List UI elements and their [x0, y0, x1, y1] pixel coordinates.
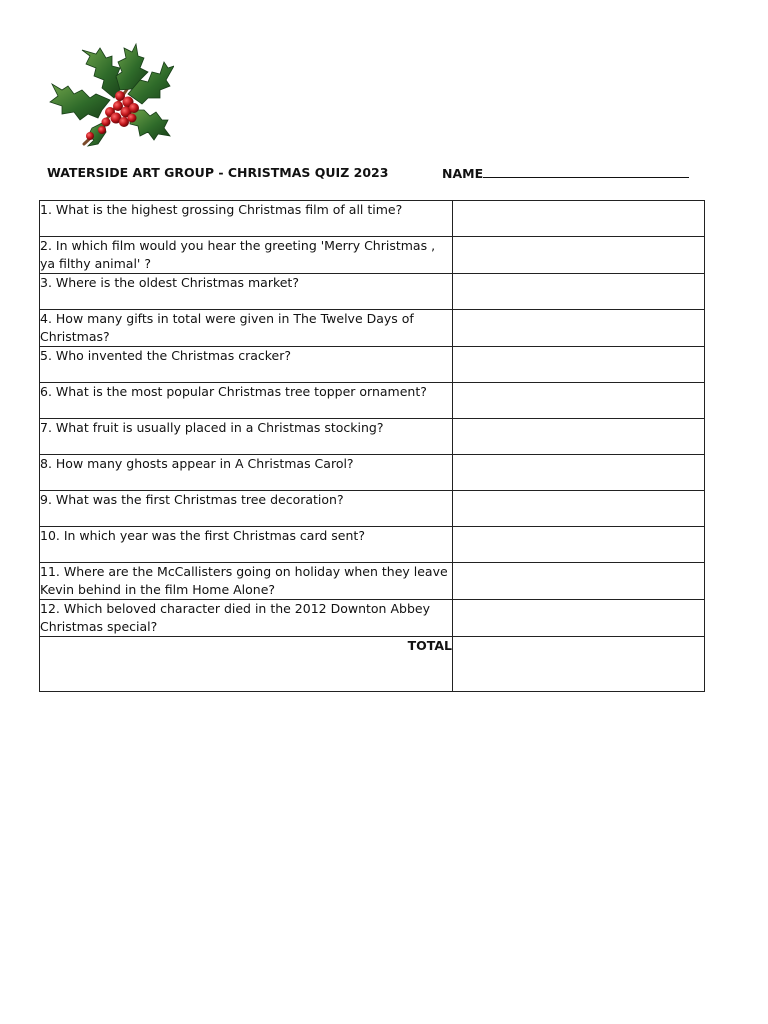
answer-cell[interactable] — [453, 491, 705, 527]
answer-cell[interactable] — [453, 600, 705, 637]
answer-cell[interactable] — [453, 455, 705, 491]
answer-cell[interactable] — [453, 563, 705, 600]
question-text: 3. Where is the oldest Christmas market? — [40, 274, 453, 310]
holly-sprig-image — [44, 40, 174, 152]
total-label: TOTAL — [40, 637, 453, 692]
quiz-table — [39, 200, 705, 692]
question-text: 6. What is the most popular Christmas tree topper ornament? — [40, 383, 453, 419]
name-blank-line — [483, 165, 689, 178]
name-label: NAME — [442, 166, 484, 181]
answer-cell[interactable] — [453, 527, 705, 563]
question-text: 4. How many gifts in total were given in The Twelve Days of Christmas? — [40, 310, 453, 347]
answer-cell[interactable] — [453, 383, 705, 419]
question-row — [40, 419, 705, 455]
question-text: 7. What fruit is usually placed in a Christmas stocking? — [40, 419, 453, 455]
question-text: 11. Where are the McCallisters going on holiday when they leave Kevin behind in the film Home Alone? — [40, 563, 453, 600]
quiz-title: WATERSIDE ART GROUP - CHRISTMAS QUIZ 2023 — [47, 165, 389, 180]
name-field — [442, 165, 689, 181]
answer-cell[interactable] — [453, 310, 705, 347]
question-row — [40, 237, 705, 274]
question-row — [40, 527, 705, 563]
answer-cell[interactable] — [453, 201, 705, 237]
question-row — [40, 600, 705, 637]
quiz-header — [47, 165, 707, 183]
question-text: 12. Which beloved character died in the 2012 Downton Abbey Christmas special? — [40, 600, 453, 637]
answer-cell[interactable] — [453, 347, 705, 383]
total-answer-cell[interactable] — [453, 637, 705, 692]
answer-cell[interactable] — [453, 274, 705, 310]
question-row — [40, 274, 705, 310]
question-text: 9. What was the first Christmas tree decoration? — [40, 491, 453, 527]
question-row — [40, 383, 705, 419]
question-text: 5. Who invented the Christmas cracker? — [40, 347, 453, 383]
question-row — [40, 201, 705, 237]
answer-cell[interactable] — [453, 419, 705, 455]
question-row — [40, 347, 705, 383]
question-text: 10. In which year was the first Christmas card sent? — [40, 527, 453, 563]
question-text: 8. How many ghosts appear in A Christmas Carol? — [40, 455, 453, 491]
question-text: 1. What is the highest grossing Christmas film of all time? — [40, 201, 453, 237]
total-row — [40, 637, 705, 692]
question-row — [40, 455, 705, 491]
question-row — [40, 310, 705, 347]
question-row — [40, 491, 705, 527]
answer-cell[interactable] — [453, 237, 705, 274]
question-row — [40, 563, 705, 600]
question-text: 2. In which film would you hear the greeting 'Merry Christmas , ya filthy animal' ? — [40, 237, 453, 274]
